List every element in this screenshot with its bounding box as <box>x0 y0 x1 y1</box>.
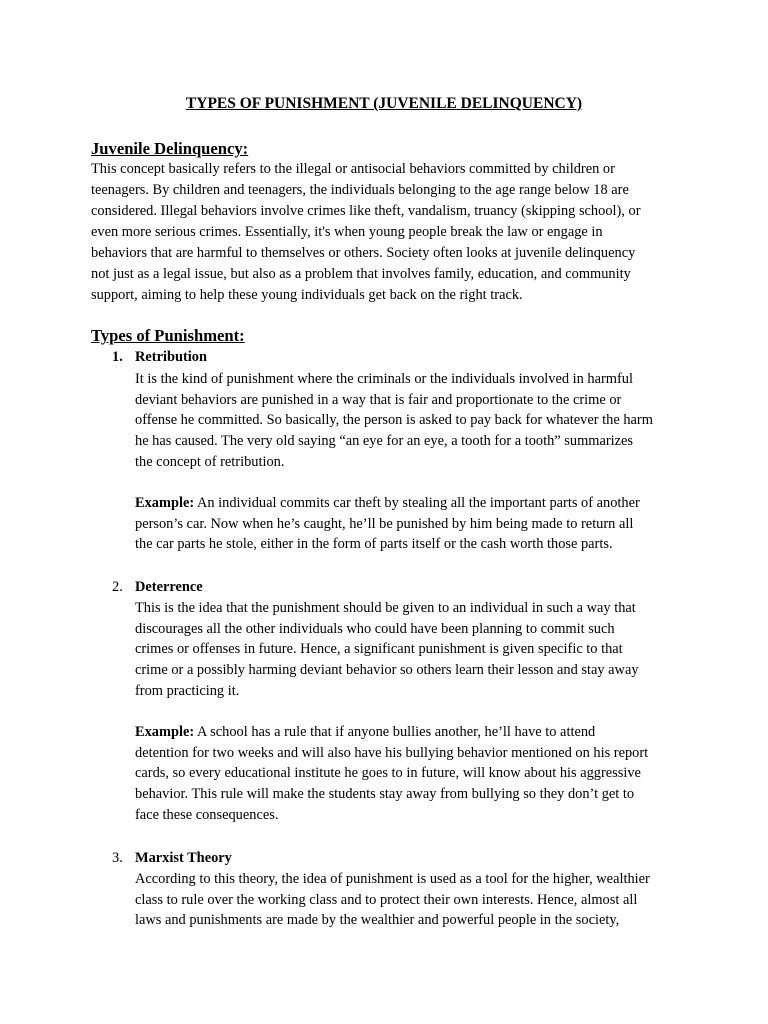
example-label: Example: <box>135 724 195 740</box>
list-item-body: According to this theory, the idea of punishment is used as a tool for the higher, wealthier class to rule over the working class and to protect their own interests. Hence, almost all laws and punishments are made by the wealthier and powerful people in the society, <box>135 871 650 929</box>
list-item-title: Deterrence <box>135 579 203 595</box>
list-item-number: 3. <box>112 850 123 866</box>
list-item-body: This is the idea that the punishment should be given to an individual in such a way that discourages all the other individuals who could have been planning to commit such crimes or offenses in future. Hence, a significant punishment is given specific to that crime or a possibly harming deviant behavior so others learn their lesson and stay away from practicing it. <box>135 600 639 699</box>
list-item-number: 1. <box>112 349 123 365</box>
example-label: Example: <box>135 495 195 511</box>
list-item-example <box>135 722 695 826</box>
list-item-body: It is the kind of punishment where the criminals or the individuals involved in harmful deviant behaviors are punished in a way that is fair and proportionate to the crime or offense he committed. So basically, the person is asked to pay back for whatever the harm he has caused. The very old saying “an eye for an eye, a tooth for a tooth” summarizes the concept of retribution. <box>135 371 653 470</box>
list-item-title: Marxist Theory <box>135 850 232 866</box>
example-text: A school has a rule that if anyone bullies another, he’ll have to attend detention for two weeks and will also have his bullying behavior mentioned on his report cards, so every educational institute he goes to in future, will know about his aggressive behavior. This rule will make the students stay away from bullying so they don’t get to face these consequences. <box>135 724 649 823</box>
section-heading-juvenile-delinquency: Juvenile Delinquency: <box>91 139 249 158</box>
list-item-title: Retribution <box>135 349 207 365</box>
document-title: TYPES OF PUNISHMENT (JUVENILE DELINQUENCY) <box>185 95 583 112</box>
example-text: An individual commits car theft by stealing all the important parts of another person’s car. Now when he’s caught, he’ll be punished by him being made to return all the car parts he stole, either in the form of parts itself or the cash worth those parts. <box>135 495 640 553</box>
list-item-number: 2. <box>112 579 123 595</box>
list-item-example <box>135 493 695 555</box>
section-heading-types-of-punishment: Types of Punishment: <box>91 326 245 345</box>
section-paragraph-juvenile-delinquency: This concept basically refers to the illegal or antisocial behaviors committed by children or teenagers. By children and teenagers, the individuals belonging to the age range below 18 are considered. Illegal behaviors involve crimes like theft, vandalism, truancy (skipping school), or even more serious crimes. Essentially, it's when young people break the law or engage in behaviors that are harmful to themselves or others. Society often looks at juvenile delinquency not just as a legal issue, but also as a problem that involves family, education, and community support, aiming to help these young individuals get back on the right track. <box>91 161 641 303</box>
